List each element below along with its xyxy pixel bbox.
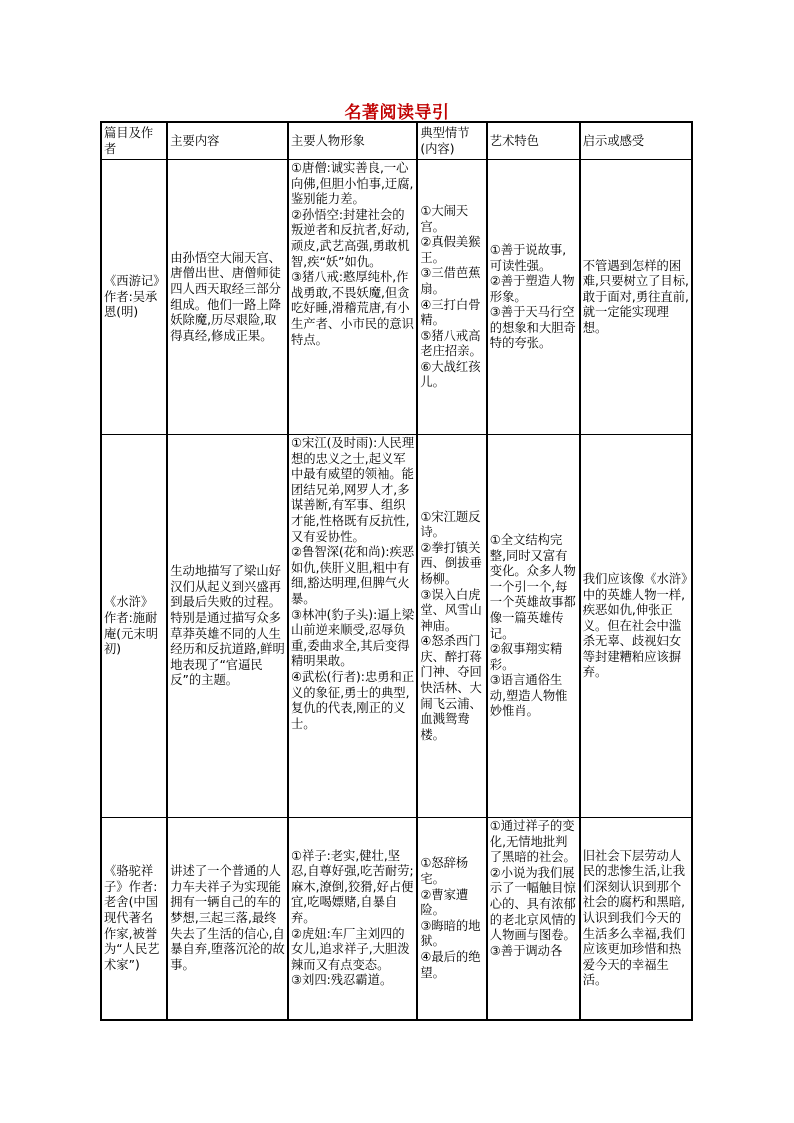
work-cell: 《骆驼祥子》作者:老舍(中国现代著名作家,被誉为“人民艺术家”) — [101, 818, 167, 1020]
plot-item: ②拳打镇关西、倒拔垂杨柳。 — [420, 540, 482, 586]
reading-guide-table — [100, 121, 693, 1021]
header-plots: 典型情节(内容) — [417, 122, 486, 160]
feature-item: ②叙事翔实精彩。 — [489, 642, 563, 672]
character-item: ①宋江(及时雨):人民理想的忠义之士,起义军中最有威望的领袖。能团结兄弟,网罗人才,多谋善断,有军事、组织才能,性格既有反抗性,又有妥协性。 — [291, 436, 415, 544]
character-item: ③林冲(豹子头):逼上梁山前逆来顺受,忍辱负重,委曲求全,其后变得精明果敢。 — [291, 607, 415, 669]
characters-cell — [288, 435, 417, 818]
feature-item: ②小说为我们展示了一幅触目惊心的、具有浓郁的老北京风情的人物画与图卷。 — [489, 865, 576, 943]
plot-item: ②真假美猴王。 — [420, 235, 481, 265]
content-cell: 由孙悟空大闹天宫、唐僧出世、唐僧师徒四人西天取经三部分组成。他们一路上降妖除魔,历尽艰险,取得真经,修成正果。 — [167, 160, 288, 435]
content-cell: 生动地描写了梁山好汉们从起义到兴盛再到最后失败的过程。特别是通过描写众多草莽英雄不同的人生经历和反抗道路,鲜明地表现了“官逼民反”的主题。 — [167, 435, 288, 818]
table-row — [101, 160, 692, 435]
plot-item: ①怒辞杨宅。 — [420, 856, 469, 886]
page-title: 名著阅读导引 — [344, 103, 450, 123]
character-item: ④武松(行者):忠勇和正义的象征,勇士的典型,复仇的代表,刚正的义士。 — [291, 669, 415, 731]
table-row — [101, 818, 692, 1020]
plots-cell — [417, 435, 486, 818]
feature-item: ③善于天马行空的想象和大胆奇特的夸张。 — [489, 305, 576, 351]
header-work: 篇目及作者 — [101, 122, 167, 160]
character-item: ③猪八戒:憨厚纯朴,作战勇敢,不畏妖魔,但贪吃好睡,滑稽荒唐,有小生产者、小市民的意识特点。 — [291, 270, 414, 347]
insight-cell: 我们应该像《水浒》中的英雄人物一样,疾恶如仇,伸张正义。但在社会中滥杀无辜、歧视妇女等封建糟粕应该摒弃。 — [580, 435, 692, 818]
plots-cell — [417, 818, 486, 1020]
character-item: ②孙悟空:封建社会的叛逆者和反抗者,好动,顽皮,武艺高强,勇敢机智,疾“妖”如仇。 — [291, 207, 410, 269]
plots-cell — [417, 160, 486, 435]
plot-item: ⑥大战红孩儿。 — [420, 359, 481, 390]
plot-item: ③误入白虎堂、风雪山神庙。 — [420, 587, 482, 633]
plot-item: ④三打白骨精。 — [420, 297, 481, 328]
plot-item: ③晦暗的地狱。 — [420, 918, 481, 949]
work-cell: 《水浒》作者:施耐庵(元末明初) — [101, 435, 167, 818]
feature-item: ③善于调动各 — [489, 943, 563, 958]
insight-cell: 旧社会下层劳动人民的悲惨生活,让我们深刻认识到那个社会的腐朽和黑暗,认识到我们今天的生活多么幸福,我们应该更加珍惜和热爱今天的幸福生活。 — [580, 818, 692, 1020]
character-item: ③刘四:残忍霸道。 — [291, 973, 393, 988]
plot-item: ③三借芭蕉扇。 — [420, 266, 481, 296]
character-item: ①唐僧:诚实善良,一心向佛,但胆小怕事,迂腐,鉴别能力差。 — [291, 161, 414, 207]
plot-item: ⑤猪八戒高老庄招亲。 — [420, 328, 482, 359]
insight-cell: 不管遇到怎样的困难,只要树立了目标,敢于面对,勇往直前,就一定能实现理想。 — [580, 160, 692, 435]
plot-item: ④怒杀西门庆、醉打蒋门神、夺回快活林、大闹飞云浦、血溅鸳鸯楼。 — [420, 634, 482, 742]
header-content: 主要内容 — [167, 122, 288, 160]
plot-item: ②曹家遭险。 — [420, 887, 469, 918]
table-header-row — [101, 122, 692, 160]
character-item: ①祥子:老实,健壮,坚忍,自尊好强,吃苦耐劳;麻木,潦倒,狡猾,好占便宜,吃喝嫖赌,自暴自弃。 — [291, 848, 414, 925]
feature-item: ①全文结构完整,同时又富有变化。众多人物一个引一个,每一个英雄故事都像一篇英雄传记。 — [489, 532, 576, 641]
plot-item: ①宋江题反诗。 — [420, 509, 481, 540]
plot-item: ④最后的绝望。 — [420, 949, 481, 980]
feature-item: ②善于塑造人物形象。 — [489, 274, 575, 304]
feature-item: ①通过祥子的变化,无情地批判了黑暗的社会。 — [489, 819, 576, 865]
content-cell: 讲述了一个普通的人力车夫祥子为实现能拥有一辆自己的车的梦想,三起三落,最终失去了生活的信心,自暴自弃,堕落沉沦的故事。 — [167, 818, 288, 1020]
header-insight: 启示或感受 — [580, 122, 692, 160]
features-cell — [487, 435, 580, 818]
header-features: 艺术特色 — [487, 122, 580, 160]
header-characters: 主要人物形象 — [288, 122, 417, 160]
characters-cell — [288, 160, 417, 435]
work-cell: 《西游记》作者:吴承恩(明) — [101, 160, 167, 435]
features-cell — [487, 160, 580, 435]
character-item: ②鲁智深(花和尚):疾恶如仇,侠肝义胆,粗中有细,豁达明理,但脾气火暴。 — [291, 545, 415, 606]
feature-item: ①善于说故事,可读性强。 — [489, 242, 567, 273]
character-item: ②虎妞:车厂主刘四的女儿,追求祥子,大胆泼辣而又有点变态。 — [291, 926, 410, 972]
features-cell — [487, 818, 580, 1020]
plot-item: ①大闹天宫。 — [420, 203, 469, 234]
table-row — [101, 435, 692, 818]
characters-cell — [288, 818, 417, 1020]
feature-item: ③语言通俗生动,塑造人物惟妙惟肖。 — [489, 673, 568, 719]
